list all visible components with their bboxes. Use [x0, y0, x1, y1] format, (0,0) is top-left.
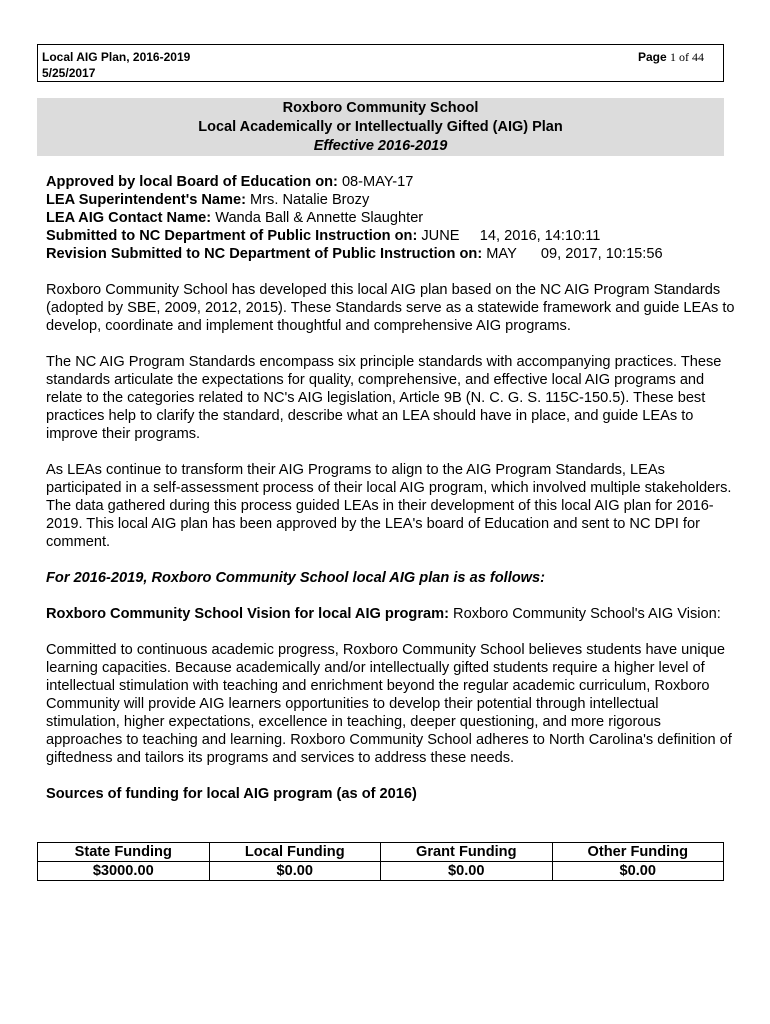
vision-value: Roxboro Community School's AIG Vision:	[448, 606, 721, 622]
meta-value: JUNE 14, 2016, 14:10:11	[417, 228, 601, 244]
meta-label: Approved by local Board of Education on:	[46, 174, 338, 190]
meta-value: MAY 09, 2017, 10:15:56	[482, 246, 663, 262]
meta-contact	[46, 209, 736, 227]
meta-value: 08-MAY-17	[337, 174, 414, 190]
meta-revision	[46, 245, 736, 263]
paragraph-intro: Roxboro Community School has developed this local AIG plan based on the NC AIG Program Standards (adopted by SBE, 2009, 2012, 2015). These Standards serve as a statewide framework and guide LEAs to develop, coordinate and implement thoughtful and comprehensive AIG programs.	[46, 282, 735, 334]
school-name: Roxboro Community School	[282, 100, 479, 116]
vision-text: Committed to continuous academic progress, Roxboro Community School believes students have unique learning capacities. Because academically and/or intellectually gifted students require a higher level of intellectual stimulation with teaching and enrichment beyond the regular academic curriculum, Roxboro Community will provide AIG learners opportunities to develop their potential through intellectual stimulation, higher expectations, excellence in teaching, deeper questioning, and more rigorous approaches to teaching and learning. Roxboro Community School adheres to North Carolina's definition of giftedness and tailors its programs and services to address these needs.	[46, 642, 732, 766]
vision-heading	[46, 605, 736, 623]
meta-superintendent	[46, 191, 736, 209]
page-header	[37, 44, 724, 82]
meta-value: Wanda Ball & Annette Slaughter	[211, 210, 424, 226]
page-of: 1 of 44	[670, 50, 705, 64]
meta-value: Mrs. Natalie Brozy	[245, 192, 370, 208]
title-block	[37, 98, 724, 156]
paragraph-standards: The NC AIG Program Standards encompass six principle standards with accompanying practices. These standards articulate the expectations for quality, comprehensive, and effective local AIG programs and relate to the categories related to NC's AIG legislation, Article 9B (N. C. G. S. 115C-150.5). These best practices help to clarify the standard, describe what an LEA should have in place, and guide LEAs to improve their programs.	[46, 354, 722, 442]
plan-label: Local AIG Plan, 2016-2019	[42, 50, 191, 64]
effective-dates: Effective 2016-2019	[313, 138, 448, 154]
meta-label: Revision Submitted to NC Department of Public Instruction on:	[46, 246, 483, 262]
funding-table	[37, 842, 724, 881]
table-header-cell: Other Funding	[552, 843, 724, 862]
page-label: Page	[638, 50, 667, 64]
meta-label: LEA Superintendent's Name:	[46, 192, 246, 208]
plan-title: Local Academically or Intellectually Gifted (AIG) Plan	[198, 119, 563, 135]
paragraph-self-assessment: As LEAs continue to transform their AIG Programs to align to the AIG Program Standards, LEAs participated in a self-assessment process of their local AIG program, which involved multiple stakeholders. The data gathered during this process guided LEAs in their development of this local AIG plan for 2016-2019. This local AIG plan has been approved by the LEA's board of Education and sent to NC DPI for comment.	[46, 462, 732, 550]
table-header-cell: Grant Funding	[381, 843, 553, 862]
table-row	[38, 862, 724, 881]
table-cell: $0.00	[381, 862, 553, 881]
meta-approved	[46, 173, 736, 191]
table-header-cell: Local Funding	[209, 843, 381, 862]
table-header-row	[38, 843, 724, 862]
meta-submitted	[46, 227, 736, 245]
meta-label: LEA AIG Contact Name:	[46, 210, 212, 226]
header-date: 5/25/2017	[42, 66, 96, 80]
page-number	[638, 49, 704, 65]
table-cell: $0.00	[209, 862, 381, 881]
vision-label: Roxboro Community School Vision for local AIG program:	[46, 606, 449, 622]
plan-intro: For 2016-2019, Roxboro Community School local AIG plan is as follows:	[46, 570, 545, 586]
table-cell: $0.00	[552, 862, 724, 881]
document-body	[46, 173, 736, 803]
header-left	[42, 49, 190, 81]
funding-title: Sources of funding for local AIG program (as of 2016)	[46, 786, 417, 802]
meta-label: Submitted to NC Department of Public Instruction on:	[46, 228, 418, 244]
table-cell: $3000.00	[38, 862, 210, 881]
table-header-cell: State Funding	[38, 843, 210, 862]
